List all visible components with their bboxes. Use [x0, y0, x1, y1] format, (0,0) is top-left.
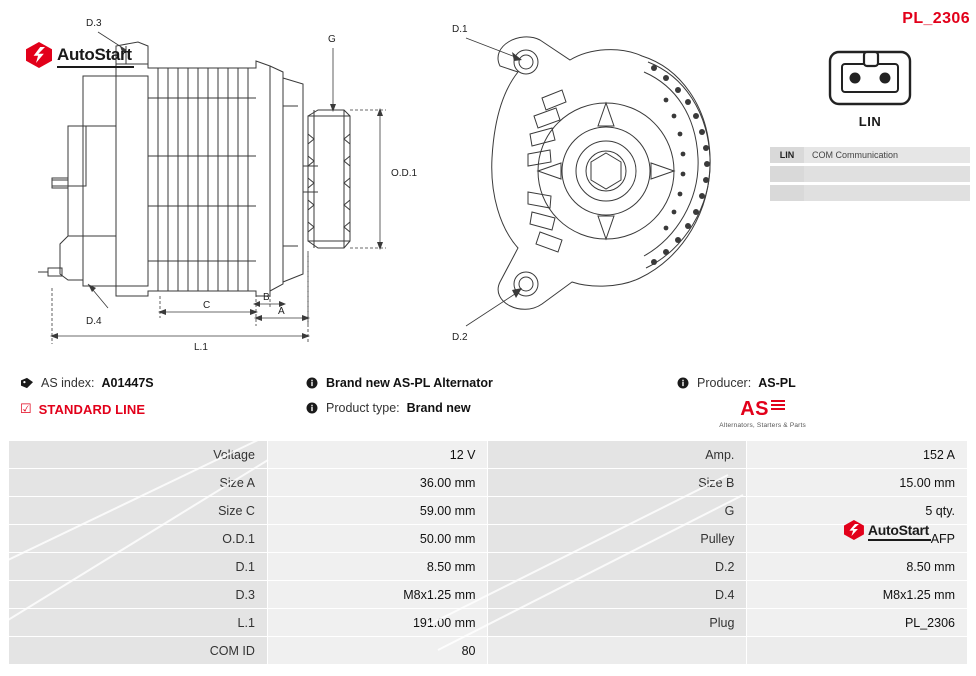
spec-label: Size C — [9, 497, 268, 525]
dim-label-d3: D.3 — [86, 18, 102, 29]
producer-value: AS-PL — [758, 376, 796, 390]
spec-label: Amp. — [488, 441, 747, 469]
spec-value: 191.00 mm — [267, 609, 488, 637]
dim-label-d2: D.2 — [452, 332, 468, 343]
autostart-watermark-logo — [844, 520, 929, 540]
standard-line-label: STANDARD LINE — [38, 401, 146, 417]
spec-label: Voltage — [9, 441, 268, 469]
plug-type-label: LIN — [858, 114, 882, 129]
dim-label-l1: L.1 — [194, 342, 208, 353]
as-index-label: AS index: — [41, 376, 95, 390]
dim-label-c: C — [203, 300, 211, 311]
dim-label-b: B — [263, 292, 270, 303]
spec-value: 15.00 mm — [747, 469, 968, 497]
pin-desc — [804, 166, 970, 182]
table-row — [9, 469, 968, 497]
as-logo-text: AS — [740, 398, 770, 420]
spec-label: Size B — [488, 469, 747, 497]
pin-id — [770, 185, 804, 201]
specifications-table — [8, 440, 968, 665]
table-row — [9, 553, 968, 581]
table-row — [9, 525, 968, 553]
plug-panel — [770, 10, 970, 204]
product-type-label: Product type: — [326, 401, 400, 415]
info-icon — [305, 377, 319, 389]
dim-label-d1: D.1 — [452, 24, 468, 35]
tag-icon — [20, 377, 34, 389]
info-col-description — [305, 376, 493, 426]
spec-label: Plug — [488, 609, 747, 637]
spec-value: M8x1.25 mm — [747, 581, 968, 609]
pin-desc: COM Communication — [804, 147, 970, 163]
autostart-wordmark: AutoStart — [57, 45, 132, 64]
as-pl-logo — [719, 398, 806, 429]
table-row — [9, 637, 968, 665]
spec-value: 80 — [267, 637, 488, 665]
spec-value: PL_2306 — [747, 609, 968, 637]
standard-line-row — [20, 401, 154, 417]
spec-value-text: AFP — [930, 531, 955, 546]
spec-label: COM ID — [9, 637, 268, 665]
pin-row — [770, 147, 970, 163]
product-type-line — [305, 401, 493, 415]
producer-line — [676, 376, 796, 390]
description-line — [305, 376, 493, 390]
autostart-wordmark: AutoStart — [867, 522, 929, 538]
autostart-mark-icon — [844, 520, 864, 540]
info-icon — [305, 402, 319, 414]
table-row — [9, 497, 968, 525]
info-col-index — [20, 376, 154, 428]
spec-value: 8.50 mm — [747, 553, 968, 581]
pin-table — [770, 147, 970, 201]
spec-label: D.1 — [9, 553, 268, 581]
spec-label: L.1 — [9, 609, 268, 637]
autostart-logo-top — [26, 42, 132, 68]
spec-label: Pulley — [488, 525, 747, 553]
check-icon: ☑ — [20, 401, 32, 416]
product-info-row — [0, 368, 976, 436]
spec-value: 8.50 mm — [267, 553, 488, 581]
dim-label-g: G — [328, 34, 336, 45]
table-row — [9, 609, 968, 637]
as-index-value: A01447S — [101, 376, 154, 390]
pin-row — [770, 166, 970, 182]
spec-label: G — [488, 497, 747, 525]
spec-value: 12 V — [267, 441, 488, 469]
spec-value: 50.00 mm — [267, 525, 488, 553]
pin-row — [770, 185, 970, 201]
spec-value: M8x1.25 mm — [267, 581, 488, 609]
description-label: Brand new AS-PL Alternator — [326, 376, 493, 390]
spec-value-empty — [747, 637, 968, 665]
spec-value: 5 qty. — [747, 497, 968, 525]
spec-value: 59.00 mm — [267, 497, 488, 525]
spec-label: Size A — [9, 469, 268, 497]
spec-value — [747, 522, 968, 553]
pin-id — [770, 166, 804, 182]
pin-id: LIN — [770, 147, 804, 163]
spec-value: 36.00 mm — [267, 469, 488, 497]
as-logo-bars-icon — [771, 400, 785, 412]
as-logo-tagline: Alternators, Starters & Parts — [719, 422, 806, 429]
alternator-front-view-drawing — [430, 6, 760, 356]
spec-label-empty — [488, 637, 747, 665]
spec-label: D.3 — [9, 581, 268, 609]
dim-label-od1: O.D.1 — [391, 168, 418, 179]
spec-label: D.2 — [488, 553, 747, 581]
info-icon — [676, 377, 690, 389]
spec-value: 152 A — [747, 441, 968, 469]
plug-connector-icon — [828, 50, 912, 106]
autostart-mark-icon — [26, 42, 52, 68]
as-index-line — [20, 376, 154, 390]
spec-label: D.4 — [488, 581, 747, 609]
table-row — [9, 441, 968, 469]
table-row — [9, 581, 968, 609]
pin-desc — [804, 185, 970, 201]
dim-label-a: A — [278, 306, 285, 317]
product-type-value: Brand new — [406, 401, 471, 415]
part-code: PL_2306 — [902, 10, 970, 27]
producer-label: Producer: — [697, 376, 752, 390]
dim-label-d4: D.4 — [86, 316, 102, 327]
spec-label: O.D.1 — [9, 525, 268, 553]
